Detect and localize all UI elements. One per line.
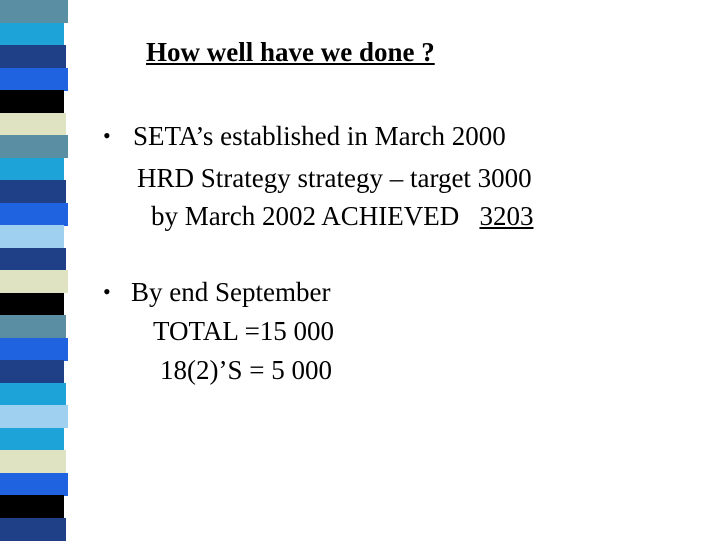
achieved-value: 3203 — [479, 201, 534, 231]
achieved-label: by March 2002 ACHIEVED — [151, 201, 460, 231]
stripe-block — [0, 248, 66, 271]
stripe-block — [0, 338, 68, 361]
stripe-block — [0, 383, 66, 406]
stripe-block — [0, 315, 66, 338]
stripe-block — [0, 495, 64, 518]
stripe-block — [0, 180, 66, 203]
stripe-block — [0, 23, 64, 46]
stripe-block — [0, 68, 68, 91]
stripe-block — [0, 203, 68, 226]
bullet-1-line-1: SETA’s established in March 2000 — [133, 121, 506, 151]
stripe-block — [0, 113, 66, 136]
bullet-marker-1: • — [103, 123, 111, 148]
stripe-block — [0, 135, 68, 158]
slide-title: How well have we done ? — [146, 37, 435, 67]
bullet-2-line-2: TOTAL =15 000 — [153, 316, 335, 346]
stripe-block — [0, 405, 68, 428]
stripe-block — [0, 90, 64, 113]
stripe-block — [0, 0, 68, 23]
stripe-block — [0, 473, 68, 496]
bullet-1-line-3 — [151, 198, 533, 234]
bullet-2-line-3: 18(2)’S = 5 000 — [160, 355, 332, 385]
stripe-block — [0, 293, 64, 316]
stripe-block — [0, 270, 68, 293]
stripe-block — [0, 360, 64, 383]
bullet-2-line-1: By end September — [131, 277, 331, 307]
decorative-stripe-bar — [0, 0, 68, 540]
bullet-marker-2: • — [103, 279, 111, 304]
bullet-1-line-2: HRD Strategy strategy – target 3000 — [137, 163, 532, 193]
stripe-block — [0, 450, 66, 473]
stripe-block — [0, 428, 64, 451]
stripe-block — [0, 158, 64, 181]
stripe-block — [0, 518, 66, 541]
stripe-block — [0, 225, 64, 248]
stripe-block — [0, 45, 66, 68]
